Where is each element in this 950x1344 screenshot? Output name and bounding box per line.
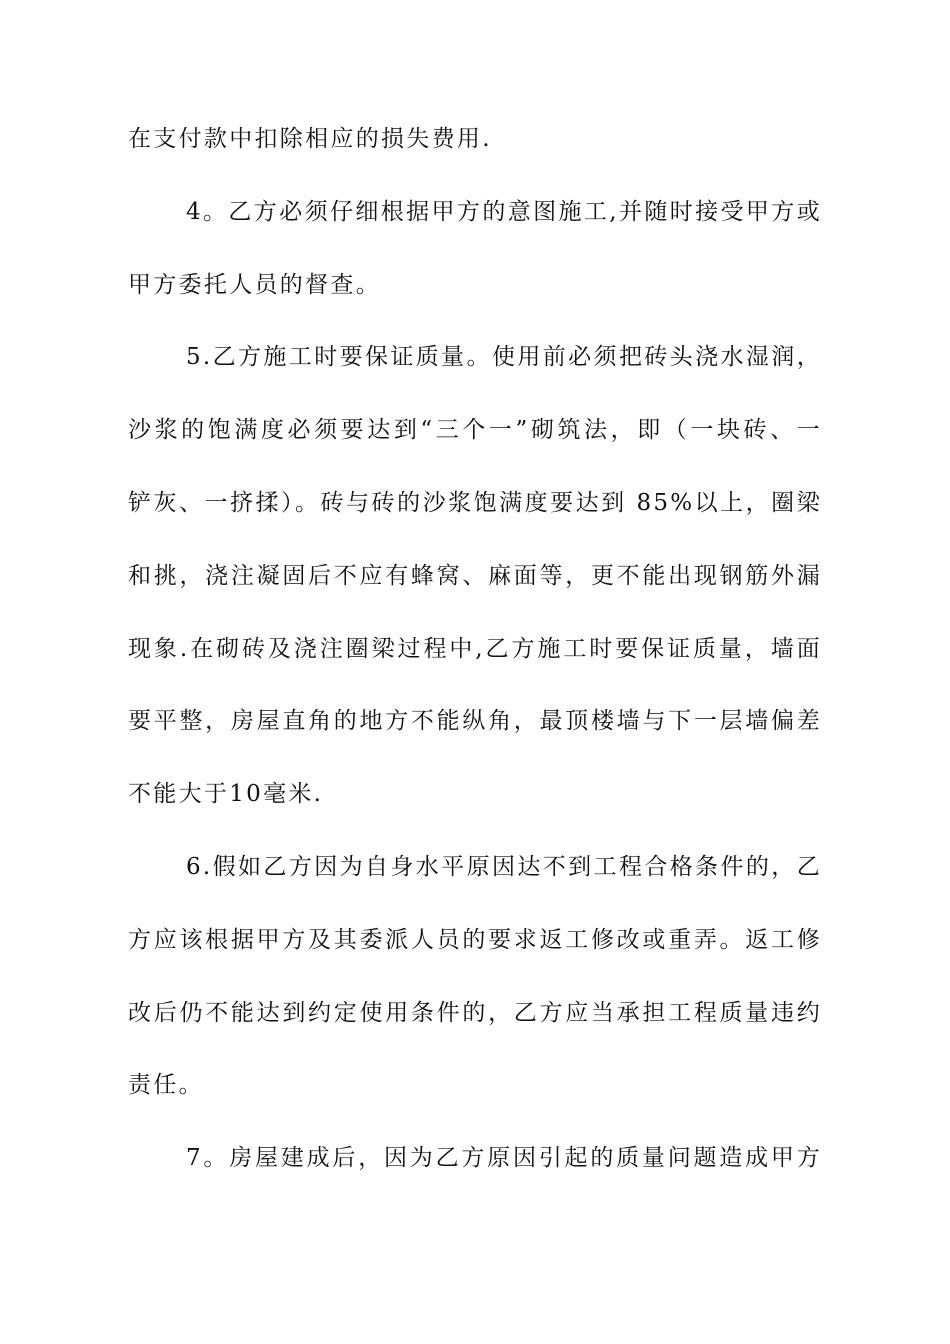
text-line: 要平整，房屋直角的地方不能纵角，最顶楼墙与下一层墙偏差: [128, 708, 822, 735]
text-line: 铲灰、一挤揉）。砖与砖的沙浆饱满度要达到 85%以上，圈梁: [128, 489, 822, 516]
text-line: 甲方委托人员的督查。: [128, 271, 381, 298]
clause-7-line: 7。房屋建成后，因为乙方原因引起的质量问题造成甲方: [186, 1145, 822, 1172]
text-line: 不能大于10毫米.: [128, 781, 324, 808]
text-line: 在支付款中扣除相应的损失费用.: [128, 126, 492, 152]
text-line: 改后仍不能达到约定使用条件的，乙方应当承担工程质量违约: [128, 999, 822, 1026]
text-line: 沙浆的饱满度必须要达到“三个一”砌筑法，即（一块砖、一: [128, 417, 822, 444]
clause-4-line: 4。乙方必须仔细根据甲方的意图施工,并随时接受甲方或: [186, 198, 822, 225]
text-line: 现象.在砌砖及浇注圈梁过程中,乙方施工时要保证质量，墙面: [128, 635, 822, 662]
text-line: 责任。: [128, 1072, 204, 1099]
text-line: 方应该根据甲方及其委派人员的要求返工修改或重弄。返工修: [128, 926, 822, 953]
clause-6-line: 6.假如乙方因为自身水平原因达不到工程合格条件的，乙: [186, 853, 822, 880]
text-line: 和挑，浇注凝固后不应有蜂窝、麻面等，更不能出现钢筋外漏: [128, 562, 822, 589]
contract-text: [128, 116, 822, 1208]
clause-5-line: 5.乙方施工时要保证质量。使用前必须把砖头浇水湿润，: [186, 344, 822, 371]
